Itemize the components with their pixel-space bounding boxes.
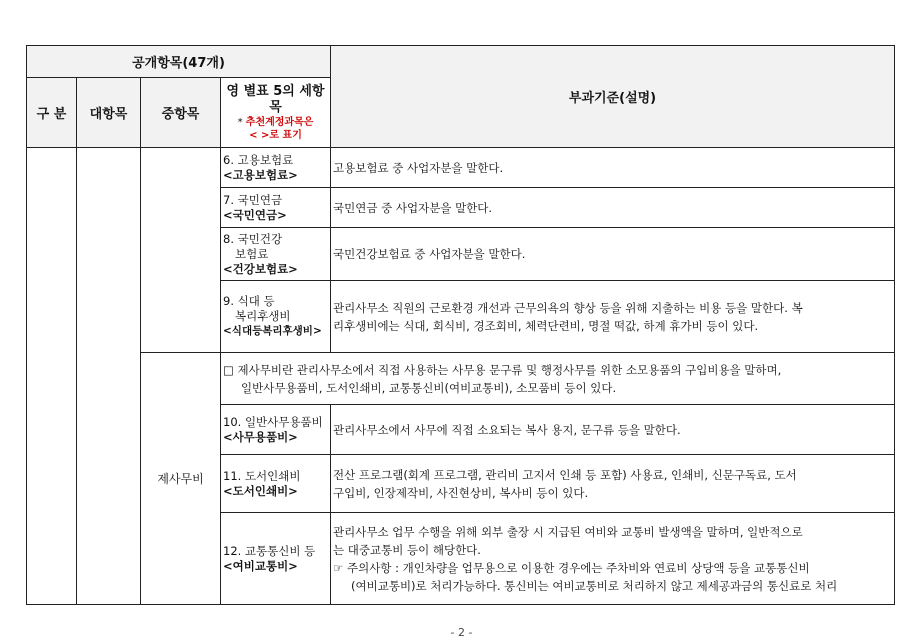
criteria-text: 관리사무소 직원의 근로환경 개선과 근무의욕의 향상 등을 위해 지출하는 비용 등을 말한다. 복 리후생비에는 식대, 회식비, 경조회비, 체력단련비, 명절 떡값, 하계 휴가비 등이 있다. (331, 281, 895, 353)
fee-criteria-table (26, 45, 895, 605)
detail-item: 10. 일반사무용품비 <사무용품비> (221, 405, 331, 455)
detail-item: 7. 국민연금 <국민연금> (221, 188, 331, 228)
office-expense-intro: □ 제사무비란 관리사무소에서 직접 사용하는 사무용 문구류 및 행정사무를 위한 소모용품의 구입비용을 말하며, 일반사무용품비, 도서인쇄비, 교통통신비(여비교통비), 소모품비 등이 있다. (221, 353, 895, 405)
detail-item: 9. 식대 등 복리후생비 <식대등복리후생비> (221, 281, 331, 353)
detail-item-note-2: < >로 표기 (249, 129, 302, 141)
detail-item: 12. 교통통신비 등 <여비교통비> (221, 513, 331, 605)
detail-item: 11. 도서인쇄비 <도서인쇄비> (221, 455, 331, 513)
detail-item-note: * 추천계정과목은 (237, 116, 314, 128)
middle-item-cell-blank (141, 148, 221, 353)
criteria-text: 국민건강보험료 중 사업자분을 말한다. (331, 228, 895, 281)
middle-item-header: 중항목 (141, 78, 221, 148)
public-items-header: 공개항목(47개) (27, 46, 331, 78)
criteria-text: 고용보험료 중 사업자분을 말한다. (331, 148, 895, 188)
criteria-text: 관리사무소에서 사무에 직접 소요되는 복사 용지, 문구류 등을 말한다. (331, 405, 895, 455)
criteria-text: 전산 프로그램(회계 프로그램, 관리비 고지서 인쇄 등 포함) 사용료, 인쇄비, 신문구독료, 도서 구입비, 인장제작비, 사진현상비, 복사비 등이 있다. (331, 455, 895, 513)
criteria-text: 관리사무소 업무 수행을 위해 외부 출장 시 지급된 여비와 교통비 발생액을 말하며, 일반적으로 는 대중교통비 등이 해당한다. ☞ 주의사항 : 개인차량을 업무용으로 이용한 경우에는 주차비와 연료비 상당액 등을 교통통신비 (여비교통비)로 처리가능하다. 통신비는 여비교통비로 처리하지 않고 제세공과금의 통신료로 처리 (331, 513, 895, 605)
major-item-header: 대항목 (77, 78, 141, 148)
detail-item-header (221, 78, 331, 148)
detail-item-title: 영 별표 5의 세항목 (226, 83, 325, 115)
gubun-header: 구 분 (27, 78, 77, 148)
page-number: - 2 - (450, 626, 473, 639)
detail-item: 6. 고용보험료 <고용보험료> (221, 148, 331, 188)
criteria-header: 부과기준(설명) (331, 46, 895, 148)
criteria-text: 국민연금 중 사업자분을 말한다. (331, 188, 895, 228)
major-item-cell (77, 148, 141, 605)
gubun-cell (27, 148, 77, 605)
middle-item-office-expense: 제사무비 (141, 353, 221, 605)
detail-item: 8. 국민건강 보험료 <건강보험료> (221, 228, 331, 281)
